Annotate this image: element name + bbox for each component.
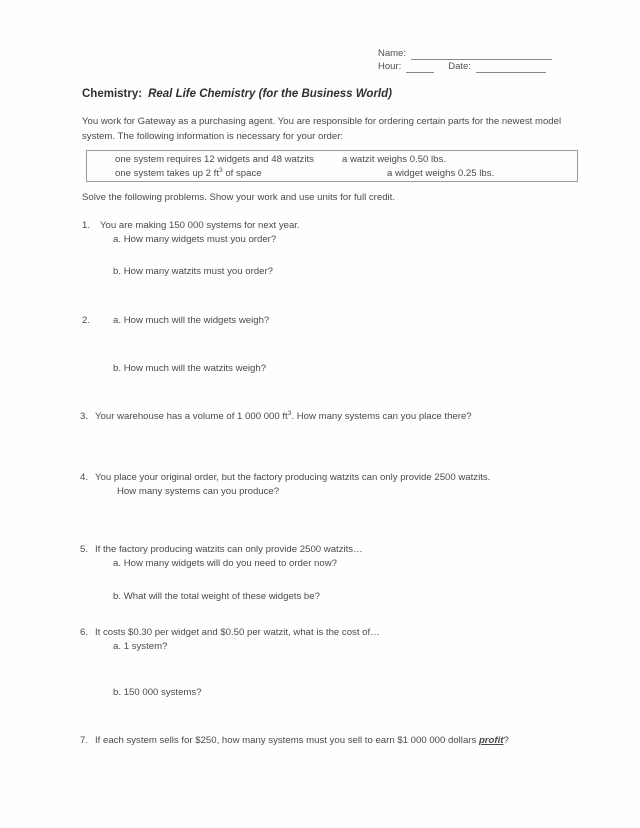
question-1a-text: How many widgets must you order? (123, 234, 277, 245)
fact-widget-weight: a widget weighs 0.25 lbs. (387, 168, 495, 179)
question-5-text: If the factory producing watzits can only provide 2500 watzits… (95, 544, 363, 555)
name-label: Name: (378, 48, 406, 59)
question-7 (80, 734, 509, 749)
fact-row-1 (87, 152, 577, 167)
question-3-text (95, 411, 472, 422)
question-5b (113, 590, 320, 605)
fact-row-2 (87, 166, 577, 181)
title-subject: Chemistry: (82, 88, 143, 100)
question-2a-label: a. (113, 315, 122, 326)
question-2-number: 2. (82, 315, 91, 326)
question-2b-label: b. (113, 363, 122, 374)
date-label: Date: (448, 61, 471, 72)
name-write-line[interactable] (411, 50, 552, 60)
question-1-number: 1. (82, 220, 91, 231)
question-4 (80, 471, 490, 486)
student-info-header (378, 47, 578, 73)
question-3-exponent: 3 (287, 409, 292, 417)
fact-watzit-weight: a watzit weighs 0.50 lbs. (342, 154, 446, 165)
name-row (378, 47, 578, 60)
question-1b (113, 265, 273, 280)
question-3-number: 3. (80, 411, 89, 422)
question-2a-text: How much will the widgets weigh? (123, 315, 270, 326)
fact-system-volume (115, 166, 262, 181)
hour-date-row (378, 60, 578, 73)
question-6a-text: 1 system? (123, 641, 168, 652)
question-6b-text: 150 000 systems? (123, 687, 202, 698)
title-course: Real Life Chemistry (for the Business World) (148, 88, 392, 100)
question-7-text-post: ? (503, 735, 509, 746)
intro-line-1: You work for Gateway as a purchasing agent. You are responsible for ordering certain parts for the newest (82, 116, 533, 127)
intro-line-2: model system. The following information is necessary for your order: (82, 116, 562, 142)
question-2b-text: How much will the watzits weigh? (123, 363, 267, 374)
question-3-text-pre: Your warehouse has a volume of 1 000 000 ft (95, 411, 288, 422)
given-information-box (86, 150, 578, 182)
question-4-line-2: How many systems can you produce? (117, 486, 280, 497)
question-1b-label: b. (113, 266, 122, 277)
question-2a (113, 314, 269, 329)
intro-paragraph (82, 115, 582, 144)
fact-system-parts: one system requires 12 widgets and 48 watzits (115, 154, 314, 165)
question-2b (113, 362, 266, 377)
question-6a (113, 640, 167, 655)
instructions-line: Solve the following problems. Show your work and use units for full credit. (82, 192, 396, 203)
question-6a-label: a. (113, 641, 122, 652)
question-4-number: 4. (80, 472, 89, 483)
question-5b-label: b. (113, 591, 122, 602)
question-1a-label: a. (113, 234, 122, 245)
question-6b (113, 686, 202, 701)
question-6-number: 6. (80, 627, 89, 638)
question-5a-text: How many widgets will do you need to order now? (123, 558, 337, 569)
question-5-number: 5. (80, 544, 89, 555)
question-4-line-1: You place your original order, but the factory producing watzits can only provide 2500 watzits. (95, 472, 491, 483)
question-5 (80, 543, 363, 558)
question-6-text: It costs $0.30 per widget and $0.50 per watzit, what is the cost of… (95, 627, 380, 638)
question-5b-text: What will the total weight of these widgets be? (123, 591, 320, 602)
question-7-number: 7. (80, 735, 89, 746)
fact-volume-exponent: 3 (219, 166, 223, 174)
question-6 (80, 626, 380, 641)
question-7-text (95, 735, 509, 746)
question-3-text-post: . How many systems can you place there? (291, 411, 472, 422)
question-6b-label: b. (113, 687, 122, 698)
question-1a (113, 233, 276, 248)
question-1-text: You are making 150 000 systems for next year. (100, 220, 300, 231)
hour-write-line[interactable] (406, 63, 434, 73)
hour-label: Hour: (378, 61, 402, 72)
question-5a (113, 557, 337, 572)
question-1b-text: How many watzits must you order? (123, 266, 273, 277)
fact-volume-post: of space (222, 168, 262, 179)
page-title (82, 88, 392, 100)
question-5a-label: a. (113, 558, 122, 569)
question-7-emphasis: profit (478, 735, 504, 746)
date-write-line[interactable] (476, 63, 546, 73)
question-1 (82, 219, 300, 234)
question-3 (80, 410, 472, 425)
fact-volume-pre: one system takes up 2 ft (115, 168, 219, 179)
question-7-text-pre: If each system sells for $250, how many systems must you sell to earn $1 000 000 dollars (95, 735, 479, 746)
